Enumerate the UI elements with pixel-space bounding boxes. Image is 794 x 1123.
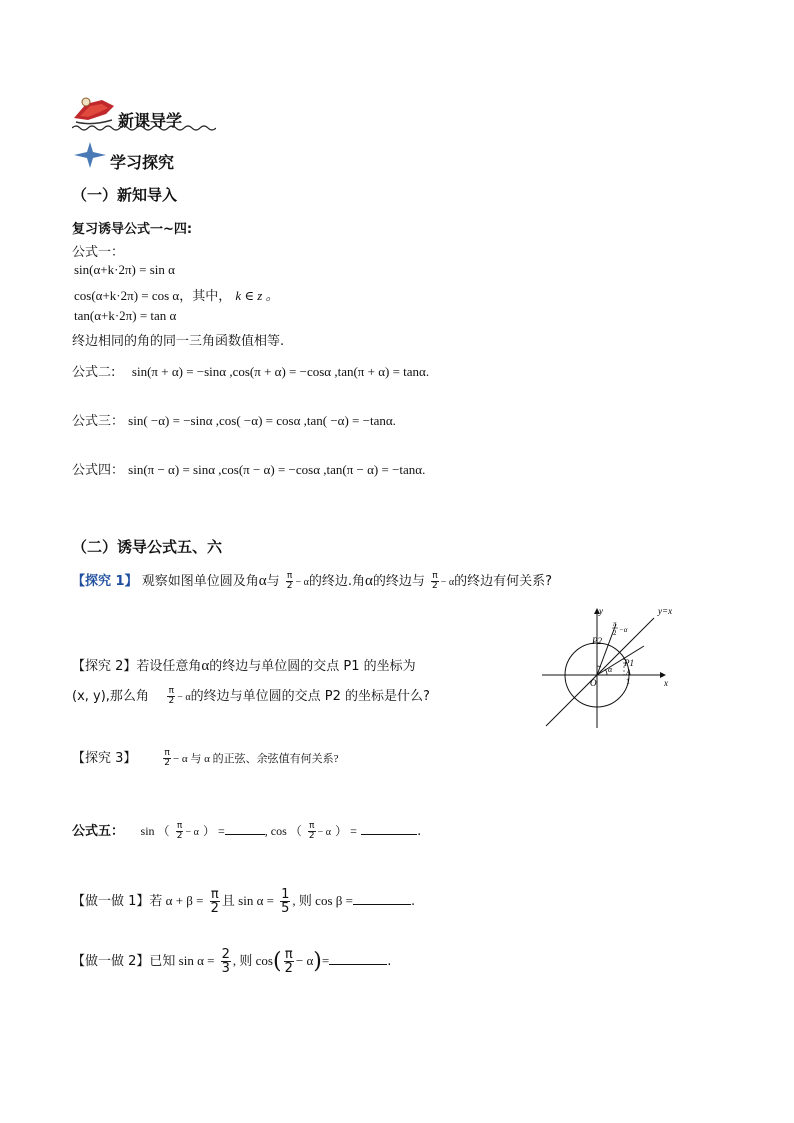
explore1-text-e: 的终边有何关系? [454,574,553,589]
formula1-condition: k ∈ z 。 [235,288,279,303]
tryit1-fraction-1: $\frac{\pi}{2}$ [210,887,219,916]
formula1-cos-line [74,285,279,304]
formula1-label: 公式一： [72,245,125,260]
formula5-line: 公式五： sin （ $\frac{\pi}{2}$ − α ） = , cos （ $\frac{\pi}{2}$ − α ） = . [72,821,422,841]
formula1-tan: tan(α+k·2π) = tan α [74,308,177,323]
explore2-frac-tail: − α [177,692,191,703]
formula5-label: 公式五： [72,824,125,839]
label-pi: π [613,620,617,628]
terminal-side-alpha [597,646,644,675]
explore2-text-d: 的终边与单位圆的交点 P2 的坐标是什么? [190,689,430,704]
explore1-frac-tail-1: − α [295,577,309,588]
explore1-fraction-1: $\frac{\pi}{2}$ [286,571,293,591]
formula3-line [72,410,396,429]
tryit1-tag: 【做一做 1】 [72,894,150,909]
line-y-equals-x [546,618,654,726]
tryit2-blank[interactable] [329,952,387,965]
label-line-y-equals-x: y=x [658,606,673,616]
label-one: 1 [626,677,630,686]
explore1-text-d: 的终边与 [372,574,425,589]
subsection-title-formulas-5-6: （二）诱导公式五、六 [72,538,223,556]
formula2-label: 公式二: [72,365,116,380]
explore1-alpha-2: α [365,573,373,589]
explore1-text-c: 的终边.角 [308,574,366,589]
formula1-cos-tail: ，其中， [179,289,232,304]
explore2-line-1 [72,655,416,675]
header-wavy-underline [72,124,216,132]
explore1-alpha: α [258,573,267,589]
tryit1-text-a: 若 α + β = [149,893,204,908]
explore2-line-2 [72,685,430,706]
formula4-label: 公式四： [72,463,125,478]
alpha-arc [605,669,607,675]
tryit2-line: 【做一做 2】已知 sin α = $\frac{2}{3}$ , 则 cos( $\frac{\pi}{2}$ − α)= . [72,947,392,976]
tryit1-text-c: , 则 cos β = [292,893,353,908]
formula2-line [72,361,429,380]
explore1-tag: 【探究 1】 [72,574,138,589]
review-title: 复习诱导公式一~四: [72,222,193,237]
explore1-fraction-2: $\frac{\pi}{2}$ [432,571,438,591]
formula5-fraction-1: $\frac{\pi}{2}$ [176,821,183,841]
explore1-text-a: 观察如图单位圆及角 [141,574,259,589]
tryit2-text-b: , 则 cos [232,953,273,968]
explore3-text: − α 与 α 的正弦、余弦值有何关系? [172,753,339,765]
label-p1: P1 [624,658,634,668]
label-origin: O [590,678,597,688]
formula5-sin: sin （ [140,824,170,838]
tryit2-text-a: 已知 sin α = [149,953,215,968]
label-two: 2 [613,629,617,637]
tryit1-line: 【做一做 1】若 α + β = $\frac{\pi}{2}$ 且 sin α = $\frac{1}{5}$ , 则 cos β = . [72,887,416,916]
label-a: A [626,668,631,677]
explore3-tag: 【探究 3】 [72,751,137,766]
label-x-axis: x [664,678,668,688]
four-point-star-icon [74,142,106,168]
formula5-fraction-2: $\frac{\pi}{2}$ [308,821,315,841]
explore2-text-c: (x, y),那么角 [72,689,149,704]
explore1-line [72,570,552,591]
tryit1-blank[interactable] [353,892,411,905]
section-title-study: 学习探究 [110,153,175,172]
formula5-cos-blank[interactable] [361,822,417,835]
formula1-note: 终边相同的角的同一三角函数值相等. [72,334,285,349]
label-minus-alpha: −α [619,626,628,634]
explore3-line [72,747,339,768]
explore1-frac-tail-2: − α [440,577,455,588]
formula5-end: ） = [335,824,357,838]
unit-circle-figure [540,606,676,728]
formula5-cos: , cos （ [264,824,302,838]
formula3-label: 公式三： [72,414,125,429]
tryit2-fraction-1: $\frac{2}{3}$ [221,947,230,976]
explore2-tag: 【探究 2】 [72,659,137,674]
explore2-fraction: $\frac{\pi}{2}$ [168,686,175,706]
formula5-mid: ） = [202,824,225,838]
formula1-sin: sin(α+k·2π) = sin α [74,262,175,277]
tryit1-fraction-2: $\frac{1}{5}$ [281,887,290,916]
explore1-text-b: 与 [266,574,280,589]
formula2-expr: sin(π + α) = −sinα ,cos(π + α) = −cosα ,tan(π + α) = tanα. [131,364,430,379]
tryit2-text-c: − α [295,953,314,968]
tryit2-fraction-2: $\frac{\pi}{2}$ [284,947,293,976]
formula4-expr: sin(π − α) = sinα ,cos(π − α) = −cosα ,tan(π − α) = −tanα. [128,462,426,477]
tryit2-tag: 【做一做 2】 [72,954,150,969]
label-alpha: α [608,665,613,674]
formula4-line [72,459,425,478]
label-y-axis: y [599,606,603,616]
rocket-logo-icon [72,96,116,126]
header-title: 新课导学 [118,111,183,130]
header-logo [72,96,116,126]
tryit2-text-d: = [321,953,330,968]
formula3-expr: sin( −α) = −sinα ,cos( −α) = cosα ,tan( −α) = −tanα. [128,413,396,428]
explore2-text-b: 的终边与单位圆的交点 P1 的坐标为 [209,659,416,674]
explore2-alpha: α [201,658,210,674]
label-p2: P2 [592,636,602,646]
formula1-cos: cos(α+k·2π) = cos α [74,288,180,303]
formula5-frac-tail-1: − α [185,827,199,838]
tryit1-text-b: 且 sin α = [221,893,274,908]
subsection-title-new-knowledge: （一）新知导入 [72,186,178,204]
formula5-frac-tail-2: − α [317,827,332,838]
explore3-fraction: $\frac{\pi}{2}$ [164,748,170,768]
formula5-sin-blank[interactable] [225,822,265,835]
explore2-text-a: 若设任意角 [136,659,202,674]
